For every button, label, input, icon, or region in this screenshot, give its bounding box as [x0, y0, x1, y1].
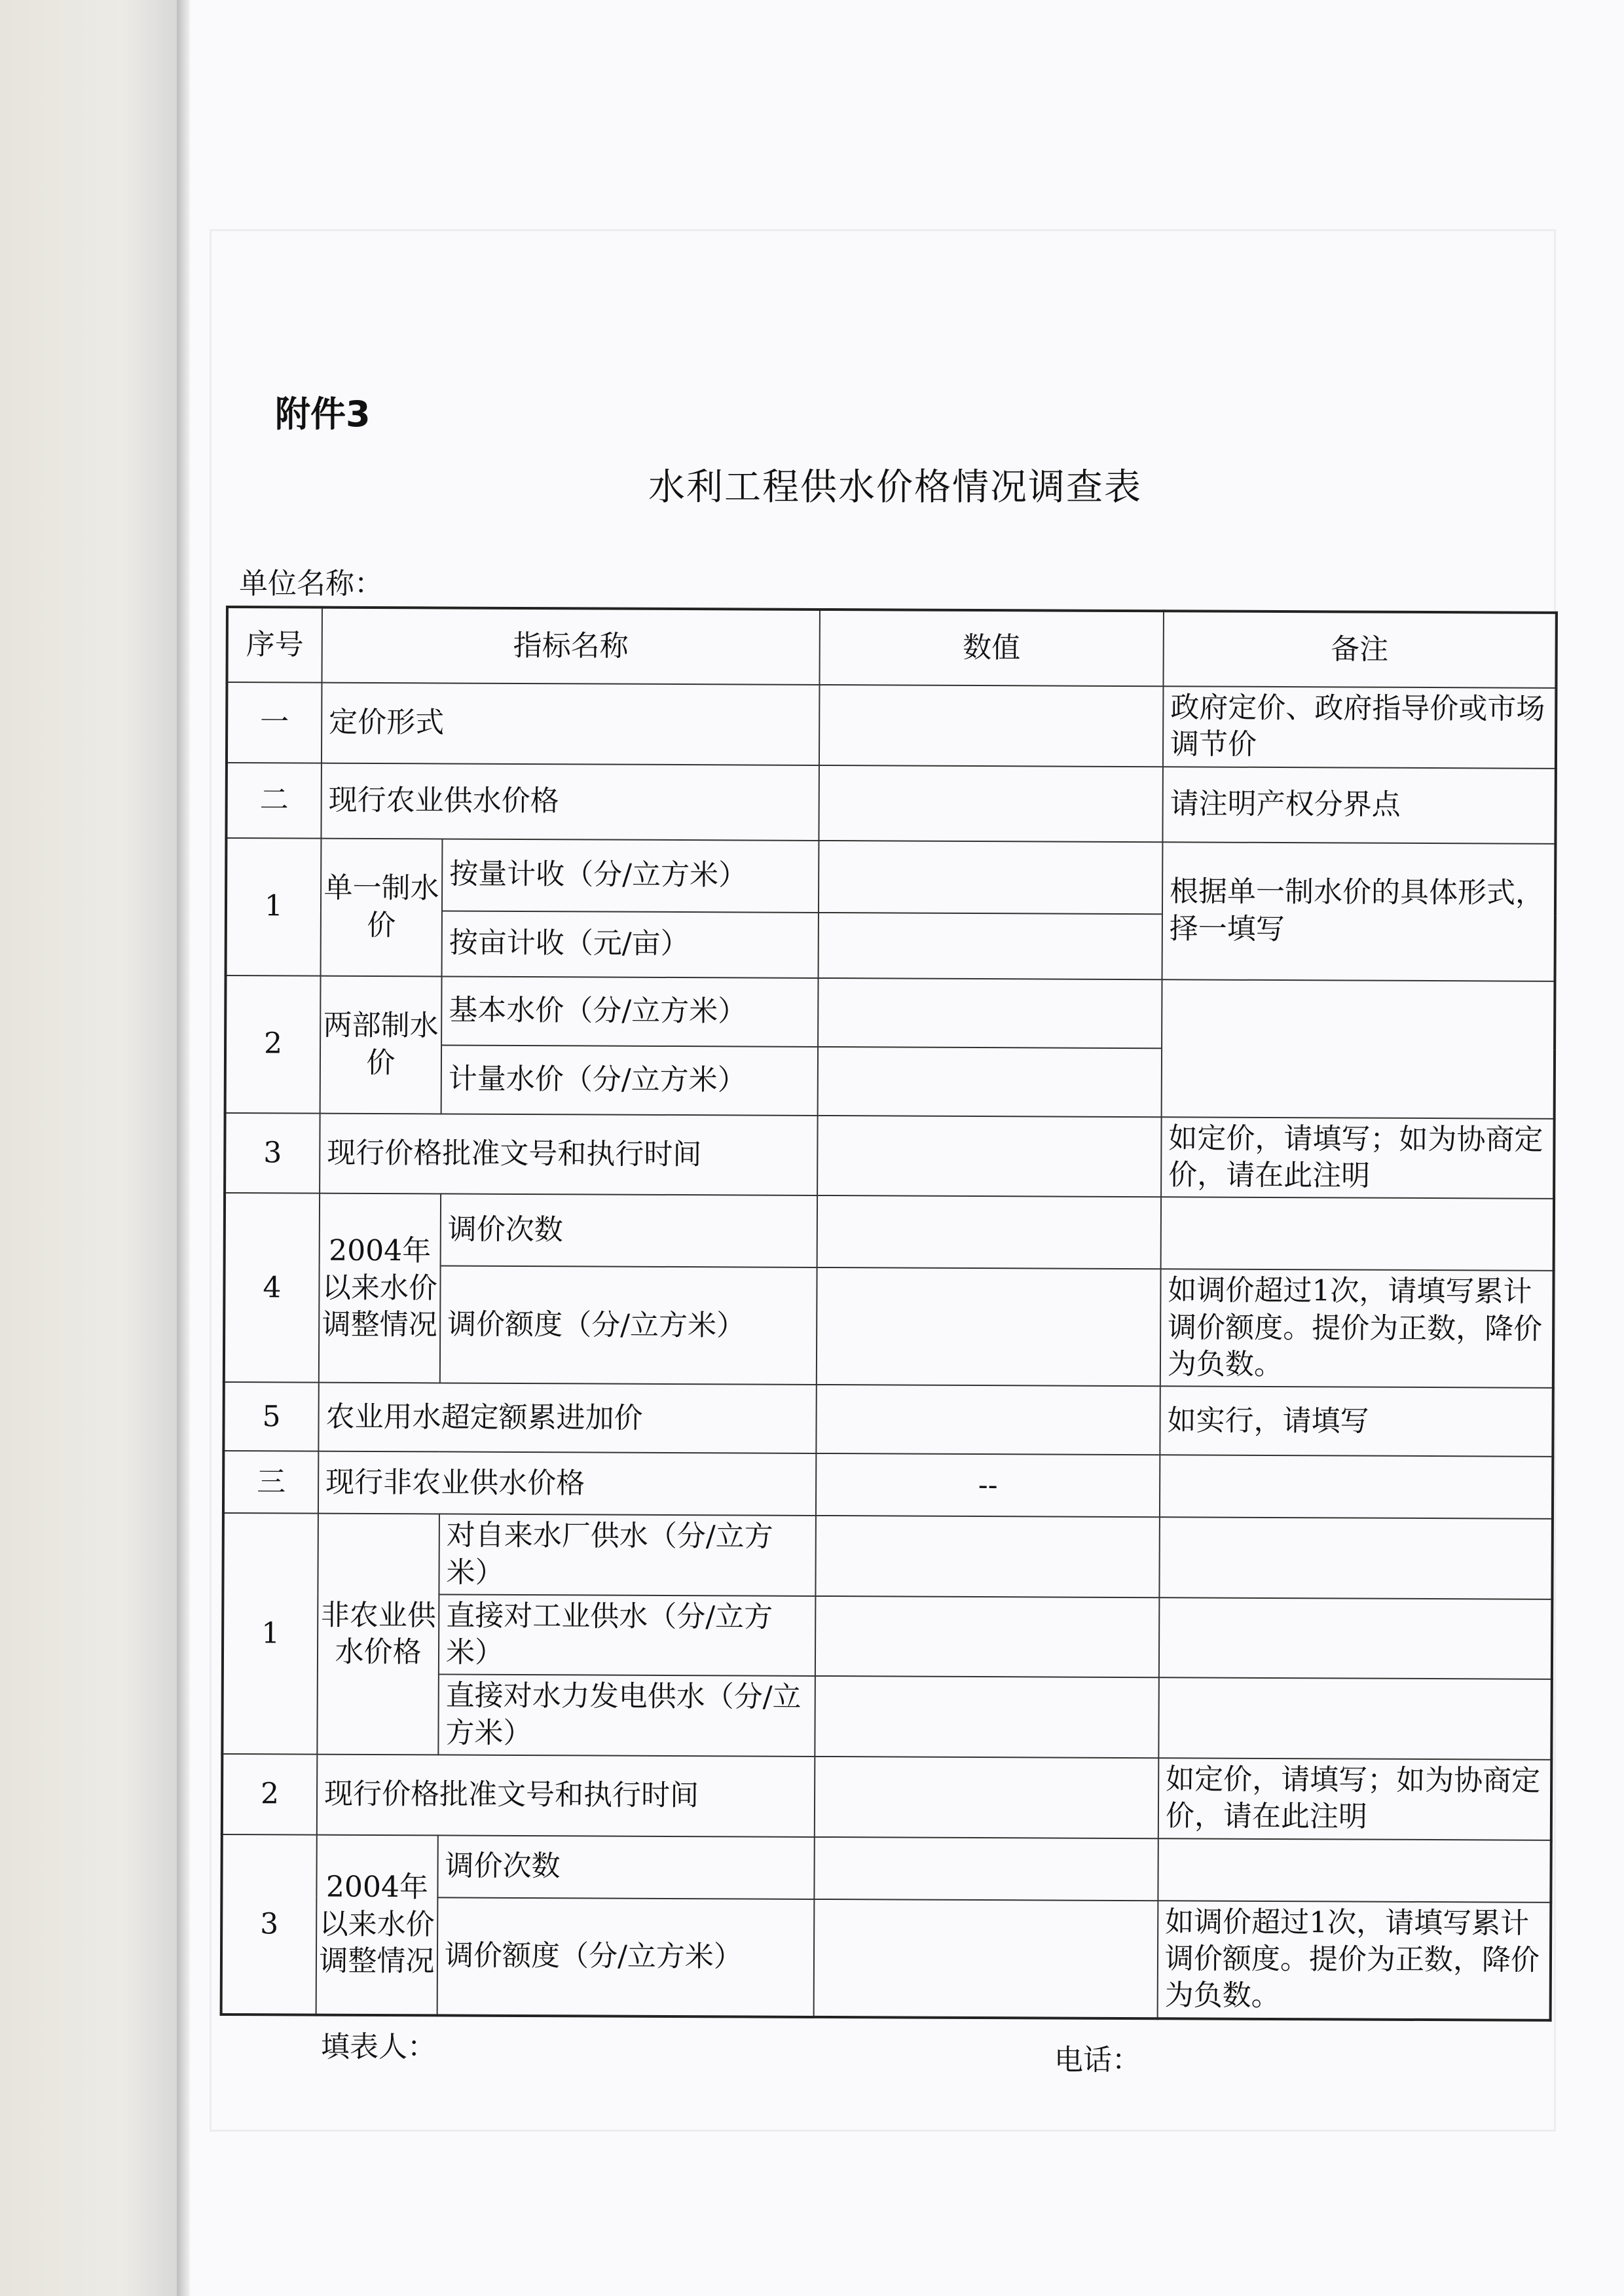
row-sub-label: 基本水价（分/立方米）: [441, 976, 818, 1047]
row-no: 3: [221, 1834, 317, 2015]
value-cell[interactable]: [819, 765, 1162, 842]
row-no: 1: [226, 838, 322, 976]
value-cell[interactable]: [814, 1899, 1158, 2018]
remark-cell[interactable]: [1158, 1838, 1551, 1903]
row-sub-label: 调价次数: [441, 1194, 817, 1268]
row-remark: 请注明产权分界点: [1162, 767, 1555, 844]
row-no: 5: [223, 1382, 318, 1451]
value-cell[interactable]: [819, 913, 1162, 979]
remark-cell[interactable]: [1160, 1455, 1553, 1519]
row-label: 现行非农业供水价格: [318, 1451, 816, 1516]
unit-name-label: 单位名称：: [239, 567, 383, 600]
table-row: [223, 1451, 1553, 1519]
value-cell[interactable]: [819, 841, 1162, 914]
table-row: [221, 1834, 1551, 1903]
binding-edge: [177, 0, 190, 2296]
row-remark: 如定价，请填写；如为协商定价，请在此注明: [1158, 1758, 1552, 1840]
value-cell[interactable]: [815, 1757, 1159, 1838]
row-sub-label: 按量计收（分/立方米）: [442, 839, 819, 913]
value-cell[interactable]: [815, 1516, 1160, 1597]
page-title: 水利工程供水价格情况调查表: [648, 466, 1142, 509]
row-group-label: 2004年以来水价调整情况: [316, 1834, 438, 2015]
row-sub-label: 按亩计收（元/亩）: [442, 911, 819, 978]
value-cell[interactable]: [814, 1837, 1158, 1901]
row-no: 3: [225, 1113, 320, 1194]
filler-label: 填表人：: [321, 2030, 436, 2064]
table-row: [225, 1193, 1554, 1271]
row-no: 4: [224, 1193, 320, 1383]
remark-cell[interactable]: [1162, 979, 1555, 1119]
row-remark: 如定价，请填写；如为协商定价，请在此注明: [1161, 1117, 1555, 1199]
row-remark: 如调价超过1次，请填写累计调价额度。提价为正数，降价为负数。: [1160, 1269, 1554, 1388]
remark-cell[interactable]: [1161, 1197, 1554, 1271]
header-remark: 备注: [1163, 611, 1556, 688]
value-cell[interactable]: [818, 978, 1162, 1048]
row-group-label: 两部制水价: [320, 975, 442, 1114]
row-group-label: 单一制水价: [321, 838, 443, 976]
value-cell[interactable]: [817, 1116, 1162, 1197]
table-row: [226, 838, 1555, 916]
phone-label: 电话：: [1054, 2043, 1141, 2077]
row-sub-label: 对自来水厂供水（分/立方米）: [439, 1514, 816, 1596]
header-value: 数值: [819, 610, 1163, 686]
row-label: 现行价格批准文号和执行时间: [317, 1755, 815, 1837]
value-cell[interactable]: [819, 685, 1164, 767]
table-header-row: [227, 607, 1556, 688]
row-label: 农业用水超定额累进加价: [318, 1383, 816, 1453]
row-sub-label: 调价次数: [437, 1835, 814, 1899]
attachment-label: 附件3: [275, 393, 371, 435]
row-no: 一: [227, 682, 322, 763]
row-group-label: 非农业供水价格: [317, 1514, 439, 1755]
row-sub-label: 直接对水力发电供水（分/立方米）: [438, 1675, 815, 1757]
row-label: 现行农业供水价格: [321, 763, 819, 840]
row-value: --: [816, 1453, 1160, 1517]
row-remark: 如调价超过1次，请填写累计调价额度。提价为正数，降价为负数。: [1158, 1901, 1551, 2020]
value-cell[interactable]: [817, 1267, 1161, 1386]
row-label: 现行价格批准文号和执行时间: [320, 1113, 818, 1195]
row-no: 2: [222, 1754, 318, 1834]
table-row: [225, 975, 1555, 1050]
row-sub-label: 调价额度（分/立方米）: [440, 1266, 817, 1385]
header-no: 序号: [227, 607, 322, 683]
table-row: [222, 1754, 1552, 1840]
remark-cell[interactable]: [1159, 1517, 1553, 1599]
row-group-label: 2004年以来水价调整情况: [319, 1194, 441, 1383]
table-row: [223, 1513, 1553, 1599]
binding-shadow: [0, 0, 177, 2296]
row-sub-label: 调价额度（分/立方米）: [437, 1897, 815, 2016]
value-cell[interactable]: [815, 1596, 1160, 1678]
row-remark: 根据单一制水价的具体形式，择一填写: [1162, 842, 1556, 981]
row-sub-label: 计量水价（分/立方米）: [441, 1045, 818, 1116]
table-row: [225, 1113, 1555, 1199]
row-label: 定价形式: [322, 683, 820, 765]
value-cell[interactable]: [815, 1676, 1159, 1758]
value-cell[interactable]: [818, 1047, 1162, 1117]
remark-cell[interactable]: [1158, 1678, 1552, 1760]
row-no: 2: [225, 975, 321, 1114]
row-no: 1: [222, 1513, 318, 1755]
table-row: [223, 1382, 1553, 1457]
row-sub-label: 直接对工业供水（分/立方米）: [439, 1594, 816, 1676]
table-row: [227, 682, 1557, 768]
value-cell[interactable]: [816, 1385, 1160, 1455]
remark-cell[interactable]: [1159, 1597, 1553, 1679]
row-no: 二: [226, 763, 322, 839]
price-survey-table: [220, 606, 1558, 2021]
value-cell[interactable]: [817, 1195, 1161, 1269]
row-remark: 政府定价、政府指导价或市场调节价: [1163, 686, 1557, 768]
row-no: 三: [223, 1451, 318, 1514]
table-row: [226, 763, 1555, 844]
header-indicator: 指标名称: [322, 608, 819, 685]
row-remark: 如实行，请填写: [1160, 1386, 1553, 1457]
